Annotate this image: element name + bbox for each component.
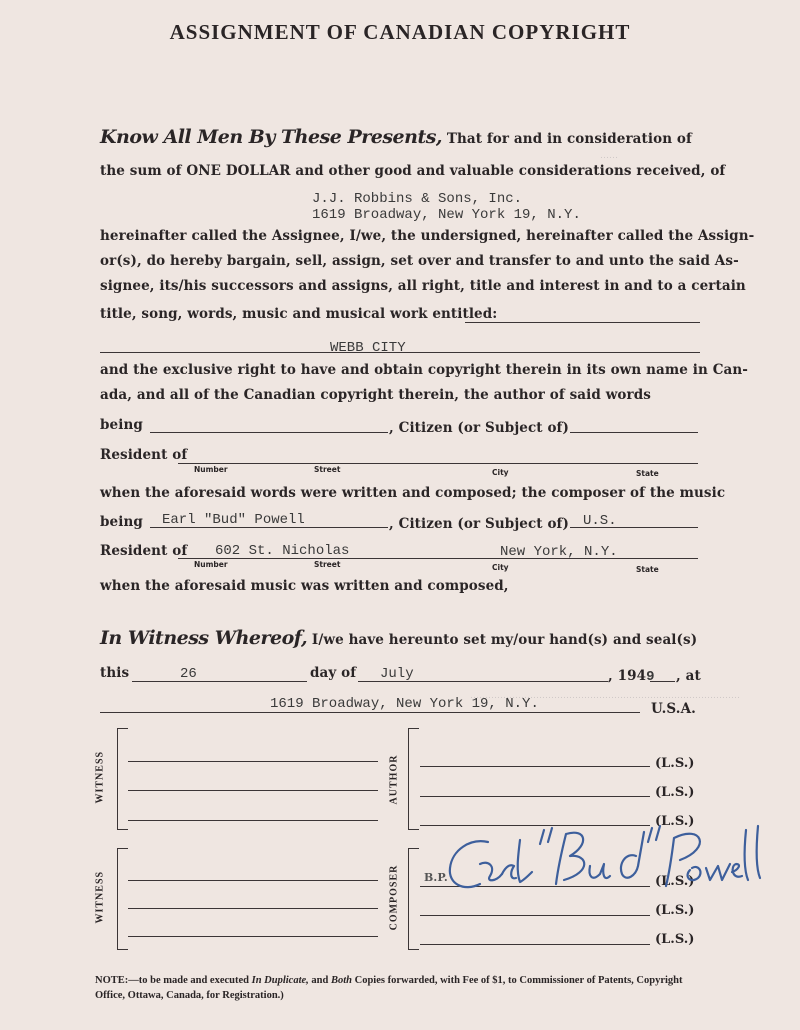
ls-author-1: (L.S.) [655, 756, 695, 771]
place-value: 1619 Broadway, New York 19, N.Y. [270, 696, 539, 712]
being-label-2: being [100, 514, 143, 530]
author-bracket [408, 728, 419, 830]
ls-author-3: (L.S.) [655, 814, 695, 829]
know-all-men-heading: Know All Men By These Presents, [100, 126, 443, 148]
witness-label-1: WITNESS [94, 750, 106, 804]
composer-name: Earl "Bud" Powell [162, 512, 305, 528]
note-rest: Copies forwarded, with Fee of $1, to Commissioner of Patents, Copyright Office, Ottawa, Canada, for Registration.) [95, 975, 683, 1001]
canada-line: ada, and all of the Canadian copyright therein, the author of said words [100, 387, 651, 403]
successors-line: signee, its/his successors and assigns, all right, title and interest in and to a certain [100, 278, 746, 294]
day-value: 26 [180, 666, 197, 682]
resident-label: Resident of [100, 447, 188, 463]
month-value: July [380, 666, 414, 682]
registration-note [95, 973, 715, 1003]
witness-label-2: WITNESS [94, 870, 106, 924]
day-of-label: day of [310, 665, 357, 681]
number-label: Number [194, 465, 228, 474]
assignor-line: or(s), do hereby bargain, sell, assign, set over and transfer to and unto the said As- [100, 253, 739, 269]
citizen-label-2: , Citizen (or Subject of) [389, 516, 569, 532]
resident-label-2: Resident of [100, 543, 188, 559]
state-label-2: State [636, 565, 659, 574]
composer-bracket [408, 848, 419, 950]
assignee-address: 1619 Broadway, New York 19, N.Y. [312, 207, 581, 223]
at-label: , at [676, 668, 701, 684]
author-label: AUTHOR [388, 754, 400, 805]
sum-line: the sum of ONE DOLLAR and other good and valuable considerations received, of [100, 163, 726, 179]
title-song-line: title, song, words, music and musical work entitled: [100, 306, 498, 322]
composer-signature [440, 820, 770, 900]
year-prefix: , 194 [608, 668, 647, 684]
document-title: ASSIGNMENT OF CANADIAN COPYRIGHT [169, 20, 631, 44]
this-label: this [100, 665, 130, 681]
in-witness-heading: In Witness Whereof, [100, 627, 308, 649]
work-title: WEBB CITY [330, 340, 406, 356]
note-both: Both [330, 975, 352, 986]
ls-composer-2: (L.S.) [655, 903, 695, 918]
hand-seal-text: I/we have hereunto set my/our hand(s) and seal(s) [311, 632, 698, 648]
composer-street: 602 St. Nicholas [215, 543, 350, 559]
exclusive-right-line: and the exclusive right to have and obtain copyright therein in its own name in Can- [100, 362, 749, 378]
assignee-line: hereinafter called the Assignee, I/we, the undersigned, hereinafter called the Assign- [100, 228, 755, 244]
composer-label: COMPOSER [388, 864, 400, 931]
street-label-2: Street [314, 560, 341, 569]
ls-composer-1: (L.S.) [655, 874, 695, 889]
being-label: being [100, 417, 143, 433]
usa-label: U.S.A. [651, 701, 696, 717]
note-lead: NOTE:—to be made and executed [95, 975, 252, 986]
note-duplicate: In Duplicate, [251, 975, 309, 986]
composer-city: New York, N.Y. [500, 544, 618, 560]
consideration-text: That for and in consideration of [446, 131, 692, 147]
state-label: State [636, 469, 659, 478]
note-mid: and [308, 975, 331, 986]
street-label: Street [314, 465, 341, 474]
words-written-line: when the aforesaid words were written and composed; the composer of the music [100, 485, 726, 501]
number-label-2: Number [194, 560, 228, 569]
ls-composer-3: (L.S.) [655, 932, 695, 947]
city-label: City [492, 468, 509, 477]
witness-bracket-2 [117, 848, 128, 950]
city-label-2: City [492, 563, 509, 572]
assignee-name: J.J. Robbins & Sons, Inc. [312, 191, 523, 207]
citizen-label: , Citizen (or Subject of) [389, 420, 569, 436]
year-digit: 9 [646, 669, 655, 685]
witness-bracket-1 [117, 728, 128, 830]
initials: B.P. [424, 871, 448, 884]
music-written-line: when the aforesaid music was written and composed, [100, 578, 509, 594]
composer-citizenship: U.S. [583, 513, 617, 529]
ls-author-2: (L.S.) [655, 785, 695, 800]
